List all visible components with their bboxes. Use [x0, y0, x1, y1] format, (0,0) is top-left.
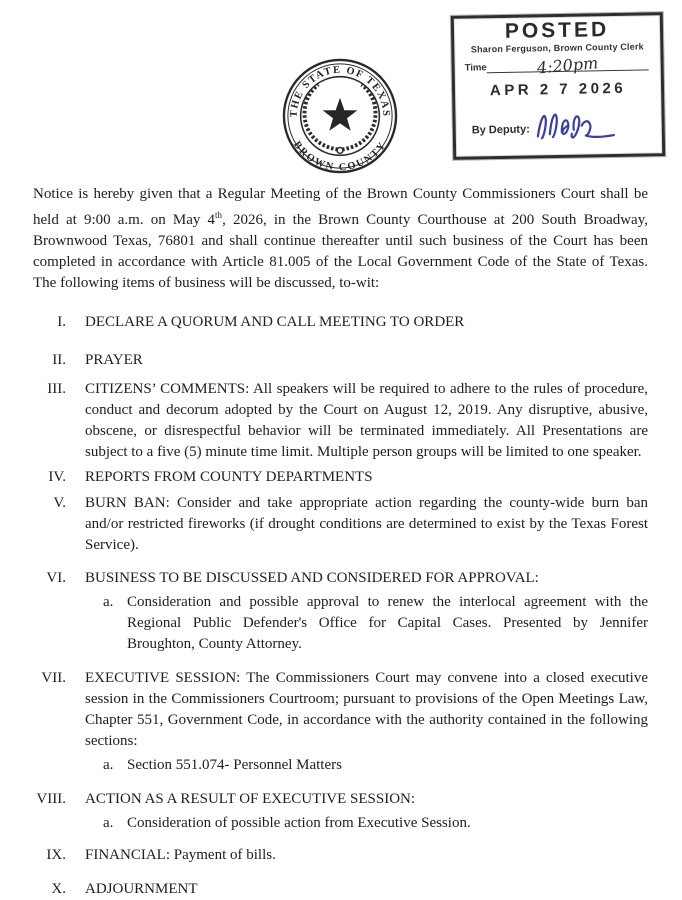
- agenda-subitem: [85, 592, 648, 655]
- agenda-item-2: [33, 350, 648, 371]
- agenda-item-body: [85, 789, 648, 834]
- posted-stamp: [451, 12, 665, 160]
- clerk-name-line: Sharon Ferguson, Brown County Clerk: [470, 41, 644, 55]
- agenda-item-number: VIII.: [36, 791, 66, 807]
- agenda-item-number: III.: [47, 381, 66, 397]
- agenda-item-body: [85, 668, 648, 776]
- deputy-signature-icon: [531, 107, 628, 145]
- brown-county-seal-icon: [281, 57, 399, 175]
- time-signature-line: [486, 51, 648, 78]
- agenda-item-text: DECLARE A QUORUM AND CALL MEETING TO ORDER: [85, 314, 465, 330]
- agenda-item-number: VI.: [46, 570, 66, 586]
- subitem-marker: a.: [103, 815, 114, 831]
- agenda-item-number: VII.: [41, 670, 66, 686]
- agenda-item-number: IX.: [46, 847, 66, 863]
- document-body: [0, 178, 682, 900]
- time-row: [454, 52, 660, 78]
- agenda-item-8: [33, 789, 648, 834]
- deputy-row: [455, 106, 662, 143]
- handwritten-time-value: 4:20pm: [536, 53, 600, 78]
- agenda-item-9: [33, 845, 648, 866]
- seal-top-text: THE STATE OF TEXAS: [288, 64, 392, 118]
- subitem-marker: a.: [103, 757, 114, 773]
- agenda-item-text: EXECUTIVE SESSION: The Commissioners Court may convene into a closed executive session in the Commissioners Courtroom; pursuant to provisions of the Open Meetings Law, Chapter 551, Government Code, in accordance with the authority contained in the following sections:: [85, 670, 648, 749]
- subitem-text: Consideration and possible approval to renew the interlocal agreement with the Regional Public Defender's Office for Capital Cases. Presented by Jennifer Broughton, County Attorney.: [127, 594, 648, 652]
- agenda-item-5: [33, 493, 648, 556]
- agenda-item-text: BURN BAN: Consider and take appropriate action regarding the county-wide burn ban and/or restricted fireworks (if drought conditions are determined to exist by the Texas Forest Service).: [85, 495, 648, 553]
- agenda-item-10: [33, 879, 648, 900]
- agenda-item-text: CITIZENS’ COMMENTS: All speakers will be required to adhere to the rules of procedure, conduct and decorum adopted by the Court on August 12, 2019. Any disruptive, abusive, obscene, or disrespectful behavior will be terminated immediately. All Presentations are subject to a five (5) minute time limit. Multiple person groups will be limited to one speaker.: [85, 381, 648, 460]
- time-label: Time: [464, 62, 487, 74]
- agenda-item-number: X.: [51, 881, 66, 897]
- agenda-item-text: FINANCIAL: Payment of bills.: [85, 847, 276, 863]
- notice-paragraph: [33, 184, 648, 294]
- agenda-item-6: [33, 568, 648, 655]
- agenda-item-1: [33, 312, 648, 333]
- date-stamp: APR 2 7 2026: [489, 79, 627, 100]
- agenda-item-3: [33, 379, 648, 463]
- posted-label: POSTED: [504, 18, 610, 43]
- subitem-text: Consideration of possible action from Executive Session.: [127, 815, 471, 831]
- ordinal-superscript: th: [215, 210, 223, 220]
- agenda-item-text: ADJOURNMENT: [85, 881, 198, 897]
- agenda-item-number: II.: [52, 352, 66, 368]
- seal-bottom-text: BROWN COUNTY: [291, 139, 389, 174]
- agenda-subitem: [85, 755, 648, 776]
- agenda-item-text: BUSINESS TO BE DISCUSSED AND CONSIDERED FOR APPROVAL:: [85, 570, 539, 586]
- svg-text:BROWN COUNTY: [291, 139, 389, 173]
- agenda-item-7: [33, 668, 648, 776]
- wreath-knot: [337, 147, 343, 153]
- subitem-text: Section 551.074- Personnel Matters: [127, 757, 342, 773]
- subitem-marker: a.: [103, 594, 114, 610]
- notice-text-1: Notice is hereby given that a Regular Meeting of the Brown County Commissioners Court shall be held at 9:00 a.m. on May 4: [33, 186, 648, 228]
- agenda-item-number: I.: [57, 314, 66, 330]
- agenda-list: [33, 312, 648, 900]
- deputy-label: By Deputy:: [471, 123, 530, 137]
- agenda-subitem: [85, 813, 648, 834]
- agenda-item-text: ACTION AS A RESULT OF EXECUTIVE SESSION:: [85, 791, 416, 807]
- agenda-item-number: V.: [53, 495, 66, 511]
- agenda-item-4: [33, 467, 648, 488]
- document-header: [0, 0, 682, 178]
- star-icon: [324, 99, 356, 129]
- notice-text-2: , 2026, in the Brown County Courthouse at 200 South Broadway, Brownwood Texas, 76801 and shall continue thereafter until such business of the Court has been completed in accordance with Article 81.005 of the Local Government Code of the State of Texas. The following items of business will be discussed, to-wit:: [33, 212, 648, 291]
- agenda-item-body: [85, 568, 648, 655]
- agenda-item-number: IV.: [48, 469, 66, 485]
- agenda-item-text: PRAYER: [85, 352, 143, 368]
- agenda-item-text: REPORTS FROM COUNTY DEPARTMENTS: [85, 469, 373, 485]
